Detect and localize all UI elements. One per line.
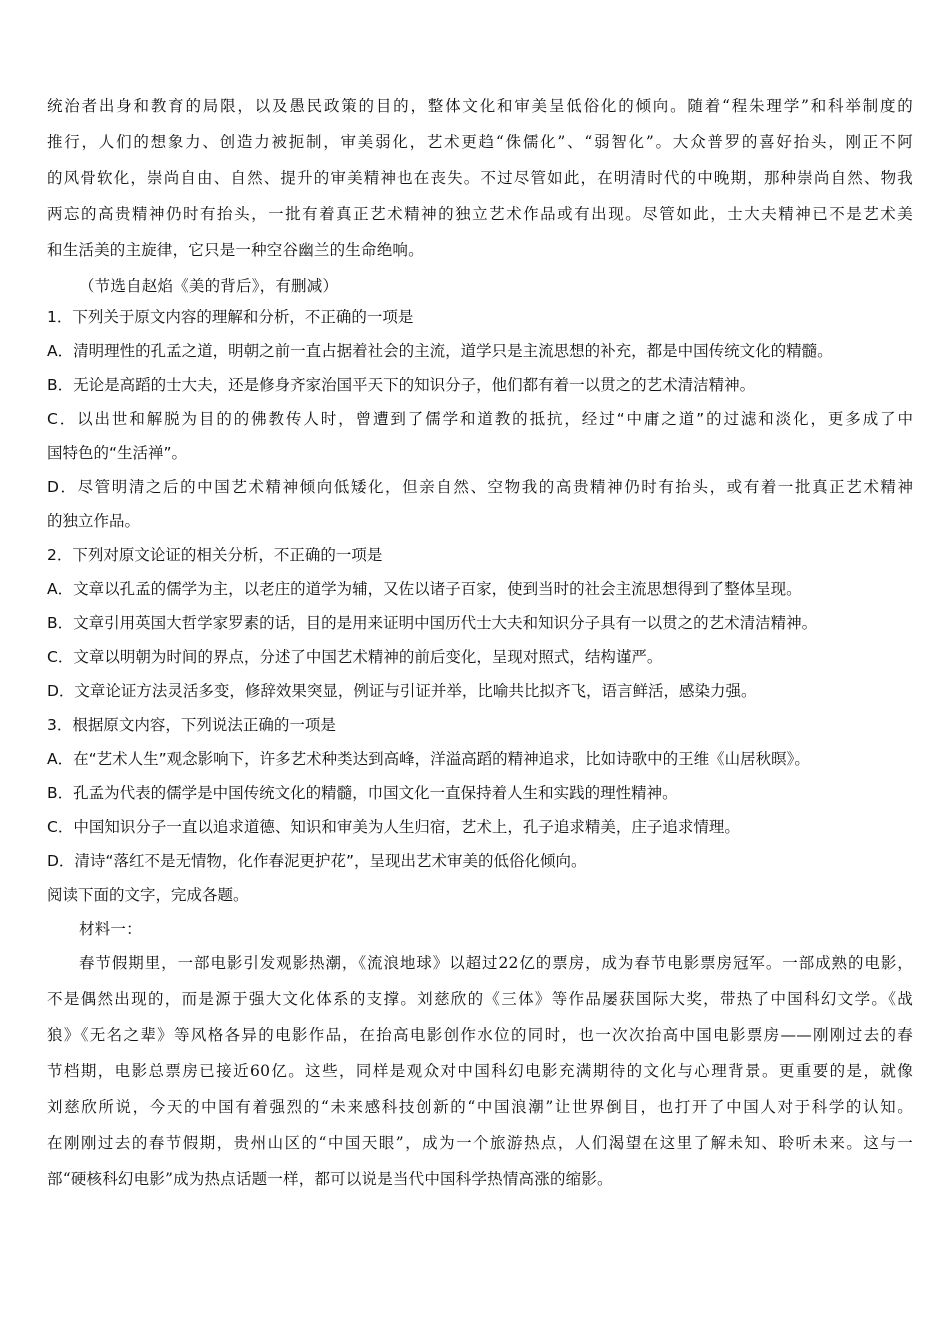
- option-d: D．文章论证方法灵活多变，修辞效果突显，例证与引证并举，比喻共比拟齐飞，语言鲜活，感染力强。: [47, 682, 757, 700]
- passage-ending: [47, 96, 913, 307]
- material-line: 春节假期里，一部电影引发观影热潮，《流浪地球》以超过22亿的票房，成为春节电影票房冠军。一部成熟的电影，: [79, 954, 913, 972]
- question-2: [47, 545, 913, 715]
- option-c-continued: 国特色的“生活禅”。: [47, 444, 188, 462]
- material-label: 材料一：: [79, 920, 142, 938]
- material-line: 刘慈欣所说，今天的中国有着强烈的“未来感科技创新的“中国浪潮”让世界倒目，也打开了中国人对于科学的认知。: [47, 1098, 913, 1116]
- question-stem: 2．下列对原文论证的相关分析，不正确的一项是: [47, 546, 383, 564]
- passage-line: 和生活美的主旋律，它只是一种空谷幽兰的生命绝响。: [47, 241, 424, 259]
- option-b: B．无论是高蹈的士大夫，还是修身齐家治国平天下的知识分子，他们都有着一以贯之的艺术清洁精神。: [47, 376, 756, 394]
- reading-instruction: 阅读下面的文字，完成各题。: [47, 886, 249, 904]
- material-line: 在刚刚过去的春节假期，贵州山区的“中国天眼”，成为一个旅游热点，人们渴望在这里了解未知、聆听未来。这与一: [47, 1134, 913, 1152]
- question-3: [47, 715, 913, 885]
- question-stem: 3．根据原文内容，下列说法正确的一项是: [47, 716, 336, 734]
- material-line: 部“硬核科幻电影”成为热点话题一样，都可以说是当代中国科学热情高涨的缩影。: [47, 1170, 613, 1188]
- option-c: C．文章以明朝为时间的界点，分述了中国艺术精神的前后变化，呈现对照式，结构谨严。: [47, 648, 663, 666]
- question-stem: 1．下列关于原文内容的理解和分析，不正确的一项是: [47, 308, 414, 326]
- option-d: D．尽管明清之后的中国艺术精神倾向低矮化，但亲自然、空物我的高贵精神仍时有抬头，或有着一批真正艺术精神: [47, 478, 913, 496]
- option-a: A．文章以孔孟的儒学为主，以老庄的道学为辅，又佐以诸子百家，使到当时的社会主流思想得到了整体呈现。: [47, 580, 802, 598]
- option-c: C．以出世和解脱为目的的佛教传人时，曾遭到了儒学和道教的抵抗，经过“中庸之道”的过滤和淡化，更多成了中: [47, 410, 913, 428]
- material-line: 节档期，电影总票房已接近60亿。这些，同样是观众对中国科幻电影充满期待的文化与心理背景。更重要的是，就像: [47, 1062, 913, 1080]
- reading-section: [47, 885, 913, 919]
- passage-line: 推行，人们的想象力、创造力被扼制，审美弱化，艺术更趋“侏儒化”、“弱智化”。大众普罗的喜好抬头，刚正不阿: [47, 133, 913, 151]
- passage-line: 统治者出身和教育的局限，以及愚民政策的目的，整体文化和审美呈低俗化的倾向。随着“程朱理学”和科举制度的: [47, 97, 913, 115]
- option-b: B．孔孟为代表的儒学是中国传统文化的精髓，巾国文化一直保持着人生和实践的理性精神。: [47, 784, 678, 802]
- option-d: D．清诗“落红不是无情物，化作春泥更护花”，呈现出艺术审美的低俗化倾向。: [47, 852, 587, 870]
- material-line: 不是偶然出现的，而是源于强大文化体系的支撑。刘慈欣的《三体》等作品屡获国际大奖，带热了中国科幻文学。《战: [47, 990, 913, 1008]
- option-c: C．中国知识分子一直以追求道德、知识和审美为人生归宿，艺术上，孔子追求精美，庄子追求情理。: [47, 818, 740, 836]
- option-d-continued: 的独立作品。: [47, 512, 141, 530]
- material-line: 狼》《无名之辈》等风格各异的电影作品，在抬高电影创作水位的同时，也一次次抬高中国电影票房——刚刚过去的春: [47, 1026, 913, 1044]
- question-1: [47, 307, 913, 545]
- material-one: [47, 919, 913, 1205]
- document-page: [47, 96, 913, 1205]
- option-b: B．文章引用英国大哲学家罗素的话，目的是用来证明中国历代士大夫和知识分子具有一以贯之的艺术清洁精神。: [47, 614, 818, 632]
- passage-source: （节选自赵焰《美的背后》，有删减）: [79, 277, 339, 295]
- passage-line: 两忘的高贵精神仍时有抬头，一批有着真正艺术精神的独立艺术作品或有出现。尽管如此，士大夫精神已不是艺术美: [47, 205, 913, 223]
- option-a: A．在“艺术人生”观念影响下，许多艺术种类达到高峰，洋溢高蹈的精神追求，比如诗歌中的王维《山居秋暝》。: [47, 750, 810, 768]
- option-a: A．清明理性的孔孟之道，明朝之前一直占据着社会的主流，道学只是主流思想的补充，都是中国传统文化的精髓。: [47, 342, 833, 360]
- passage-line: 的风骨软化，崇尚自由、自然、提升的审美精神也在丧失。不过尽管如此，在明清时代的中晚期，那种崇尚自然、物我: [47, 169, 913, 187]
